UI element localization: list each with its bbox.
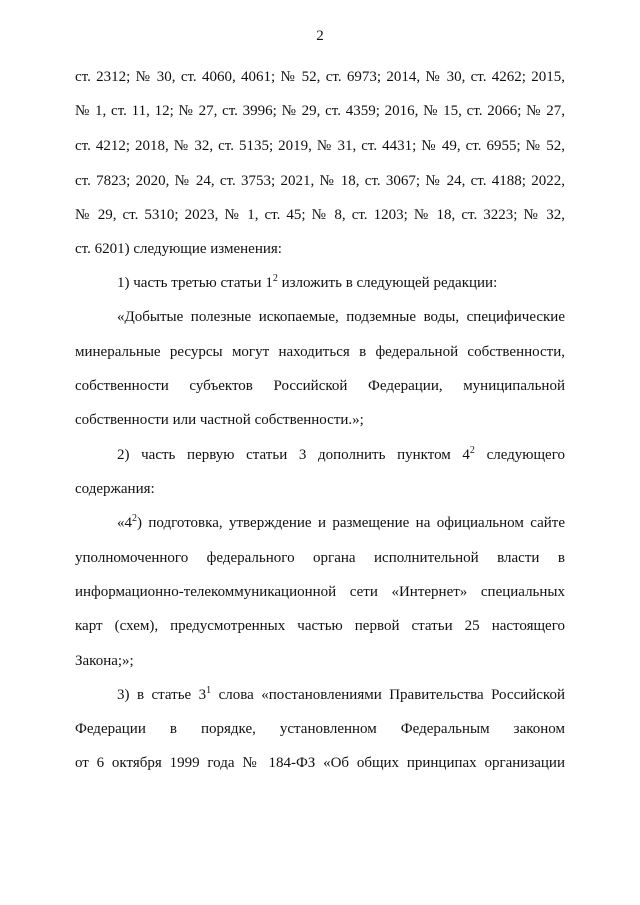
text-line: собственности субъектов Российской Федерации, муниципальной (75, 378, 565, 394)
text-line: от 6 октября 1999 года № 184-ФЗ «Об общих принципах организации (75, 755, 565, 771)
quote-item-4-2: «$4^2$) подготовка, утверждение и размещение на официальном сайте (117, 513, 565, 531)
text-line: карт (схем), предусмотренных частью первой статьи 25 настоящего (75, 618, 565, 634)
amendment-item-3: 3) в статье $3^1$ слова «постановлениями Правительства Российской (117, 685, 565, 703)
text-line: ст. 4212; 2018, № 32, ст. 5135; 2019, № 31, ст. 4431; № 49, ст. 6955; № 52, (75, 138, 565, 154)
amendment-item-2: 2) часть первую статьи 3 дополнить пунктом $4^2$ следующего (117, 445, 565, 463)
amendment-item-1: 1) часть третью статьи $1^2$ изложить в следующей редакции: (117, 273, 498, 291)
text-line: «Добытые полезные ископаемые, подземные воды, специфические (117, 309, 565, 325)
text-line: № 29, ст. 5310; 2023, № 1, ст. 45; № 8, ст. 1203; № 18, ст. 3223; № 32, (75, 207, 565, 223)
text-line: уполномоченного федерального органа исполнительной власти в (75, 550, 565, 566)
text-line: Закона;»; (75, 653, 134, 669)
page-number: 2 (316, 28, 324, 44)
text-line: ст. 2312; № 30, ст. 4060, 4061; № 52, ст. 6973; 2014, № 30, ст. 4262; 2015, (75, 69, 565, 85)
text-line: информационно-телекоммуникационной сети «Интернет» специальных (75, 584, 565, 600)
text-line: содержания: (75, 481, 155, 497)
text-line: минеральные ресурсы могут находиться в федеральной собственности, (75, 344, 565, 360)
text-line: ст. 6201) следующие изменения: (75, 241, 282, 257)
text-line: № 1, ст. 11, 12; № 27, ст. 3996; № 29, ст. 4359; 2016, № 15, ст. 2066; № 27, (75, 103, 565, 119)
text-line: ст. 7823; 2020, № 24, ст. 3753; 2021, № 18, ст. 3067; № 24, ст. 4188; 2022, (75, 173, 565, 189)
text-line: Федерации в порядке, установленном Федеральным законом (75, 721, 565, 737)
text-line: собственности или частной собственности.»; (75, 412, 364, 428)
